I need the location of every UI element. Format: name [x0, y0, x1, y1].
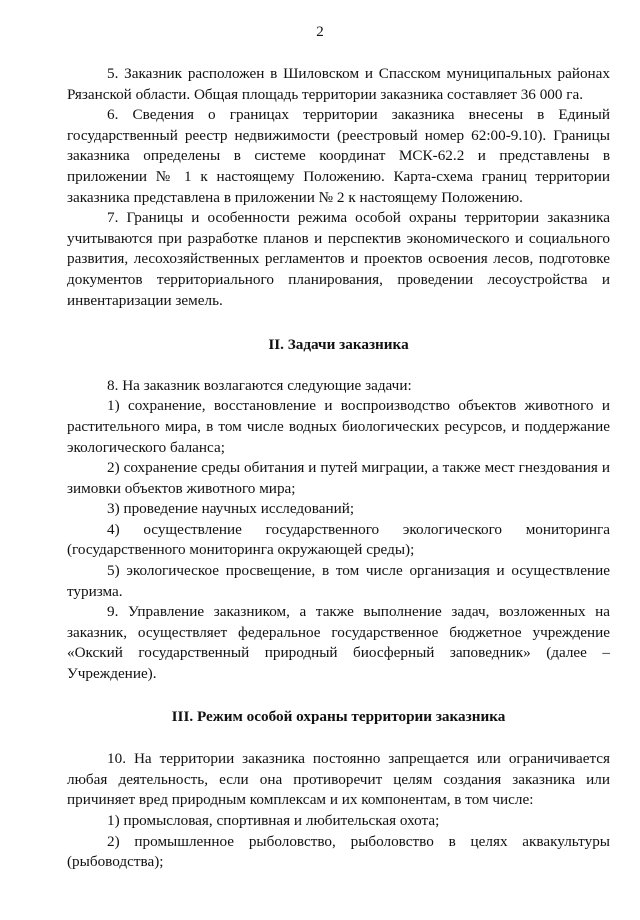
paragraph-10: 10. На территории заказника постоянно запрещается или ограничивается любая деятельность, если она противоречит целям создания заказника или причиняет вред природным комплексам и их компонентам, в том числе: — [67, 750, 610, 809]
restriction-item-2: 2) промышленное рыболовство, рыболовство в целях аквакультуры (рыбоводства); — [67, 832, 610, 871]
task-item-5: 5) экологическое просвещение, в том числе организация и осуществление туризма. — [67, 562, 610, 600]
section-2-heading: II. Задачи заказника — [268, 336, 409, 354]
task-item-1: 1) сохранение, восстановление и воспроизводство объектов животного и растительного мира, в том числе водных биологических ресурсов, и поддержание экологического баланса; — [67, 397, 610, 456]
paragraph-6: 6. Сведения о границах территории заказника внесены в Единый государственный реестр недвижимости (реестровый номер 62:00-9.10). Границы заказника определены в системе координат МСК-62.2 и представлены в приложении № 1 к настоящему Положению. Карта-схема границ территории заказника представлена в приложении № 2 к настоящему Положению. — [67, 106, 610, 206]
task-item-4: 4) осуществление государственного экологического мониторинга (государственного мониторинга окружающей среды); — [67, 520, 610, 559]
document-body — [67, 64, 610, 873]
restriction-item-1: 1) промысловая, спортивная и любительская охота; — [107, 812, 440, 829]
paragraph-5: 5. Заказник расположен в Шиловском и Спасском муниципальных районах Рязанской области. Общая площадь территории заказника составляет 36 000 га. — [67, 65, 610, 103]
task-item-3: 3) проведение научных исследований; — [107, 500, 355, 518]
page-number: 2 — [316, 24, 324, 40]
paragraph-7: 7. Границы и особенности режима особой охраны территории заказника учитываются при разработке планов и перспектив экономического и социального развития, лесохозяйственных регламентов и проектов освоения лесов, подготовке документов территориального планирования, проведении лесоустройства и инвентаризации земель. — [67, 209, 610, 309]
paragraph-8: 8. На заказник возлагаются следующие задачи: — [107, 376, 412, 394]
task-item-2: 2) сохранение среды обитания и путей миграции, а также мест гнездования и зимовки объектов животного мира; — [67, 459, 610, 497]
section-3-heading: III. Режим особой охраны территории заказника — [171, 707, 506, 725]
paragraph-9: 9. Управление заказником, а также выполнение задач, возложенных на заказник, осуществляет федеральное государственное бюджетное учреждение «Окский государственный природный биосферный заповедник» (далее – Учреждение). — [67, 603, 610, 683]
